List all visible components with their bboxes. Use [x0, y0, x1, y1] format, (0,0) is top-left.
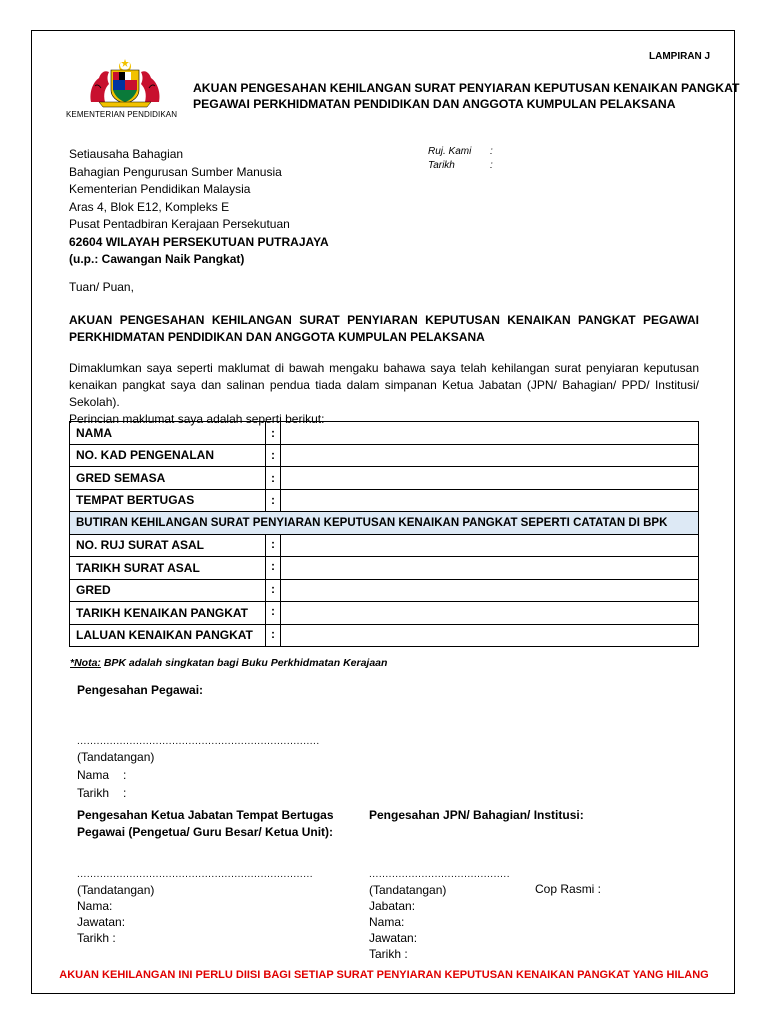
address-line: Bahagian Pengurusan Sumber Manusia: [69, 164, 282, 179]
field-colon: :: [266, 534, 281, 557]
table-row: [70, 557, 699, 580]
table-row: [70, 602, 699, 625]
table-row: [70, 579, 699, 602]
tarikh-value: :: [490, 160, 493, 171]
body-paragraph: [69, 360, 699, 428]
subject-line: AKUAN PENGESAHAN KEHILANGAN SURAT PENYIARAN KEPUTUSAN KENAIKAN PANGKAT PEGAWAI: [69, 313, 699, 327]
table-row: [70, 534, 699, 557]
reference-block: [428, 145, 493, 173]
field-colon: :: [266, 579, 281, 602]
jabatan-label: Jabatan:: [369, 899, 416, 913]
signature-label: (Tandatangan): [77, 750, 155, 764]
section-header-text: BUTIRAN KEHILANGAN SURAT PENYIARAN KEPUTUSAN KENAIKAN PANGKAT SEPERTI CATATAN DI BPK: [70, 512, 699, 535]
officer-signature-block: [77, 749, 154, 801]
title-line: PEGAWAI PERKHIDMATAN PENDIDIKAN DAN ANGGOTA KUMPULAN PELAKSANA: [193, 97, 676, 111]
document-title: [193, 80, 739, 112]
address-line: Pusat Pentadbiran Kerajaan Persekutuan: [69, 217, 290, 231]
field-label: NAMA: [70, 422, 266, 445]
field-value-cell[interactable]: [281, 467, 699, 490]
heading-line: Pengesahan Ketua Jabatan Tempat Bertugas: [77, 808, 334, 822]
field-colon: :: [266, 602, 281, 625]
address-line: Setiausaha Bahagian: [69, 147, 184, 161]
tarikh-label: Tarikh :: [369, 947, 408, 961]
paragraph-line: Dimaklumkan saya seperti maklumat di bawah mengaku bahawa saya telah kehilangan surat penyiaran keputusan: [69, 361, 699, 375]
field-colon: :: [266, 557, 281, 580]
ruj-label: Ruj. Kami: [428, 146, 472, 157]
footnote: [70, 657, 387, 669]
field-label: TARIKH KENAIKAN PANGKAT: [70, 602, 266, 625]
table-section-header: [70, 512, 699, 535]
recipient-address: [69, 146, 329, 269]
heading-line: Pegawai (Pengetua/ Guru Besar/ Ketua Unit):: [77, 825, 334, 839]
field-colon: :: [266, 489, 281, 512]
field-label: NO. KAD PENGENALAN: [70, 444, 266, 467]
salutation: Tuan/ Puan,: [69, 280, 134, 294]
officer-info-table: [69, 421, 699, 647]
field-colon: :: [266, 467, 281, 490]
footnote-text: BPK adalah singkatan bagi Buku Perkhidmatan Kerajaan: [100, 657, 388, 669]
paragraph-line: Perincian maklumat saya adalah seperti berikut:: [69, 412, 325, 426]
table-row: [70, 624, 699, 647]
table-row: [70, 444, 699, 467]
table-row: [70, 422, 699, 445]
signature-line: ..........................................................................: [77, 736, 320, 747]
head-signature-block: [77, 882, 154, 946]
nama-label: Nama:: [77, 899, 113, 913]
nama-label: Nama: [77, 768, 110, 782]
official-stamp-label: Cop Rasmi :: [535, 882, 602, 896]
tarikh-label: Tarikh: [428, 160, 455, 171]
title-line: AKUAN PENGESAHAN KEHILANGAN SURAT PENYIARAN KEPUTUSAN KENAIKAN PANGKAT: [193, 81, 740, 95]
ruj-value: :: [490, 146, 493, 157]
field-value-cell[interactable]: [281, 489, 699, 512]
field-label: GRED SEMASA: [70, 467, 266, 490]
subject-line: PERKHIDMATAN PENDIDIKAN DAN ANGGOTA KUMPULAN PELAKSANA: [69, 330, 485, 344]
field-value-cell[interactable]: [281, 579, 699, 602]
tarikh-label: Tarikh :: [77, 931, 116, 945]
signature-label: (Tandatangan): [77, 883, 155, 897]
field-label: TEMPAT BERTUGAS: [70, 489, 266, 512]
malaysia-crest-logo: [85, 58, 165, 108]
field-value-cell[interactable]: [281, 602, 699, 625]
jpn-confirmation-heading: Pengesahan JPN/ Bahagian/ Institusi:: [369, 808, 584, 822]
footnote-label: *Nota:: [70, 657, 101, 669]
field-label: GRED: [70, 579, 266, 602]
field-value-cell[interactable]: [281, 557, 699, 580]
paragraph-line: kenaikan pangkat saya dan salinan pendua tiada dalam simpanan Ketua Jabatan (JPN/ Bahagian/ PPD/ Institusi/ Sekolah).: [69, 378, 699, 409]
officer-confirmation-heading: Pengesahan Pegawai:: [77, 683, 204, 697]
signature-line: ........................................................................: [77, 869, 314, 880]
signature-label: (Tandatangan): [369, 883, 447, 897]
colon: :: [123, 768, 127, 782]
nama-label: Nama:: [369, 915, 405, 929]
subject-heading: [69, 312, 699, 346]
field-colon: :: [266, 422, 281, 445]
field-value-cell[interactable]: [281, 444, 699, 467]
address-line: Kementerian Pendidikan Malaysia: [69, 182, 251, 196]
field-label: TARIKH SURAT ASAL: [70, 557, 266, 580]
crest-caption: KEMENTERIAN PENDIDIKAN: [66, 110, 178, 119]
jawatan-label: Jawatan:: [369, 931, 418, 945]
field-colon: :: [266, 444, 281, 467]
signature-line: ...........................................: [369, 869, 510, 880]
jawatan-label: Jawatan:: [77, 915, 126, 929]
field-label: NO. RUJ SURAT ASAL: [70, 534, 266, 557]
address-line: 62604 WILAYAH PERSEKUTUAN PUTRAJAYA: [69, 234, 329, 249]
tarikh-label: Tarikh: [77, 786, 110, 800]
field-value-cell[interactable]: [281, 624, 699, 647]
address-line: Aras 4, Blok E12, Kompleks E: [69, 199, 230, 214]
field-value-cell[interactable]: [281, 534, 699, 557]
table-row: [70, 467, 699, 490]
field-label: LALUAN KENAIKAN PANGKAT: [70, 624, 266, 647]
field-value-cell[interactable]: [281, 422, 699, 445]
lampiran-label: LAMPIRAN J: [649, 51, 711, 62]
field-colon: :: [266, 624, 281, 647]
head-of-department-heading: [77, 807, 334, 841]
table-row: [70, 489, 699, 512]
address-line: (u.p.: Cawangan Naik Pangkat): [69, 252, 245, 266]
colon: :: [123, 786, 127, 800]
footer-notice: AKUAN KEHILANGAN INI PERLU DIISI BAGI SETIAP SURAT PENYIARAN KEPUTUSAN KENAIKAN PANGKAT YANG HILANG: [59, 969, 709, 981]
jpn-signature-block: [369, 882, 446, 962]
